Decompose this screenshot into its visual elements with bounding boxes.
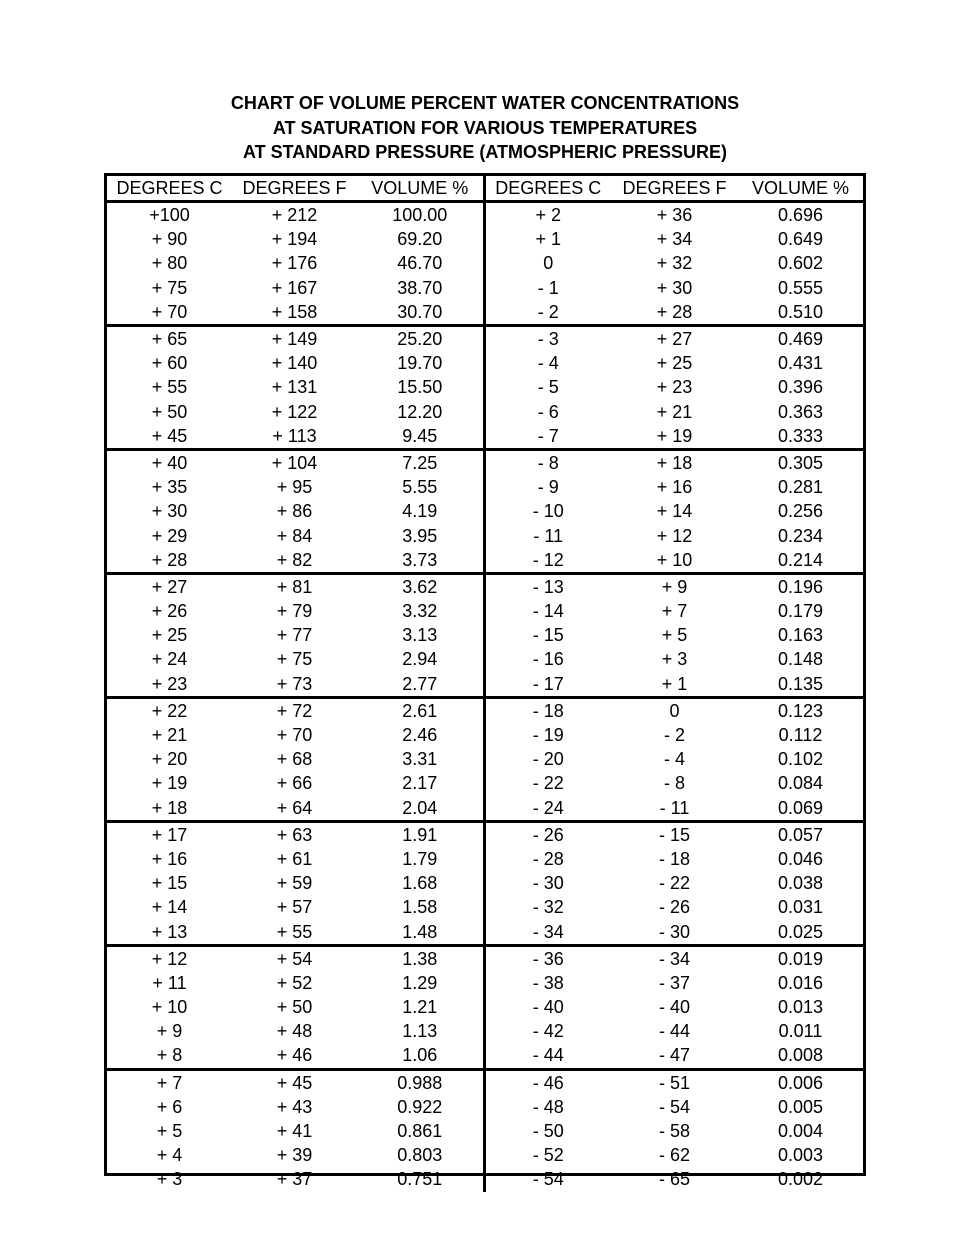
cell-degrees-f-right: + 12: [656, 525, 693, 546]
cell-volume-pct-left: 4.19: [357, 499, 484, 523]
cell-degrees-c-right: - 14: [532, 601, 564, 622]
cell-degrees-c-left: + 65: [151, 329, 188, 350]
cell-volume-pct-right: 0.008: [738, 1043, 863, 1069]
cell-volume-pct-left: 2.61: [357, 697, 484, 723]
chart-title: [0, 91, 954, 165]
table-row: [107, 796, 863, 822]
header-degrees-f-left: DEGREES F: [232, 176, 357, 202]
cell-degrees-c-left: + 9: [156, 1021, 183, 1042]
cell-degrees-c-left: + 21: [151, 725, 188, 746]
cell-degrees-f-right: + 3: [661, 649, 688, 670]
cell-volume-pct-right: 0.005: [777, 1096, 824, 1117]
cell-volume-pct-left: 1.58: [357, 895, 484, 919]
header-degrees-c-left: DEGREES C: [107, 176, 232, 202]
cell-degrees-c-left: + 80: [151, 253, 188, 274]
cell-degrees-f-right: + 27: [656, 329, 693, 350]
header-volume-pct-right: VOLUME %: [738, 176, 863, 202]
cell-volume-pct-right: 0.179: [777, 601, 824, 622]
table-row: [107, 375, 863, 399]
table-row: [107, 548, 863, 574]
cell-degrees-c-left: + 40: [151, 452, 188, 473]
cell-degrees-f-right: - 30: [611, 919, 738, 945]
cell-degrees-c-left: + 4: [156, 1145, 183, 1166]
cell-degrees-c-left: + 18: [107, 796, 232, 822]
table-row: [107, 475, 863, 499]
cell-degrees-f-right: - 2: [663, 725, 685, 746]
cell-degrees-c-left: + 29: [151, 525, 188, 546]
cell-degrees-f-left: + 52: [276, 972, 313, 993]
cell-volume-pct-right: 0.057: [777, 824, 824, 845]
cell-degrees-c-left: + 5: [156, 1121, 183, 1142]
cell-degrees-f-left: + 77: [276, 625, 313, 646]
cell-degrees-f-left: + 66: [276, 773, 313, 794]
cell-degrees-c-left: + 20: [151, 749, 188, 770]
cell-degrees-f-right: + 16: [656, 477, 693, 498]
cell-degrees-f-right: - 15: [658, 824, 691, 845]
cell-volume-pct-left: 1.91: [357, 821, 484, 847]
cell-degrees-f-right: + 25: [656, 353, 693, 374]
cell-degrees-f-left: + 86: [276, 501, 313, 522]
cell-degrees-c-left: + 22: [151, 700, 188, 721]
cell-degrees-c-left: + 15: [151, 873, 188, 894]
cell-degrees-f-left: + 212: [271, 205, 318, 226]
cell-degrees-c-left: + 8: [107, 1043, 232, 1069]
table-row: [107, 449, 863, 475]
cell-degrees-f-left: + 84: [276, 525, 313, 546]
cell-volume-pct-left: 0.751: [357, 1167, 484, 1191]
cell-volume-pct-right: 0.214: [738, 548, 863, 574]
cell-degrees-c-left: + 75: [151, 277, 188, 298]
cell-degrees-f-right: + 19: [611, 424, 738, 450]
cell-volume-pct-right: 0.019: [777, 948, 824, 969]
table-row: [107, 697, 863, 723]
cell-degrees-c-right: - 11: [533, 525, 564, 546]
cell-volume-pct-right: 0.003: [777, 1145, 824, 1166]
cell-volume-pct-left: 2.77: [357, 672, 484, 698]
cell-degrees-c-right: - 54: [532, 1169, 564, 1190]
cell-degrees-f-left: + 54: [276, 948, 313, 969]
cell-volume-pct-right: 0.102: [777, 749, 824, 770]
table-row: [107, 821, 863, 847]
table-row: [107, 325, 863, 351]
table-row: [107, 623, 863, 647]
cell-degrees-c-left: + 25: [151, 625, 188, 646]
cell-volume-pct-right: 0.163: [777, 625, 824, 646]
cell-volume-pct-right: 0.046: [777, 848, 824, 869]
cell-degrees-c-left: + 16: [151, 848, 188, 869]
cell-degrees-f-left: + 176: [271, 253, 318, 274]
cell-degrees-c-right: - 5: [537, 377, 559, 398]
title-line-2: AT SATURATION FOR VARIOUS TEMPERATURES: [272, 117, 698, 138]
cell-degrees-c-left: + 28: [107, 548, 232, 574]
cell-degrees-c-right: - 20: [532, 749, 564, 770]
cell-degrees-f-right: + 34: [656, 229, 693, 250]
cell-degrees-f-left: + 113: [232, 424, 357, 450]
cell-degrees-f-left: + 194: [271, 229, 318, 250]
cell-degrees-f-left: + 68: [276, 749, 313, 770]
cell-degrees-f-left: + 61: [276, 848, 313, 869]
cell-volume-pct-right: 0.135: [738, 672, 863, 698]
table-row: [107, 1019, 863, 1043]
cell-degrees-f-left: + 48: [276, 1021, 313, 1042]
cell-volume-pct-right: 0.649: [777, 229, 824, 250]
cell-degrees-c-right: - 19: [532, 725, 564, 746]
table-row: [107, 647, 863, 671]
cell-degrees-f-left: + 41: [276, 1121, 313, 1142]
cell-degrees-c-left: + 12: [151, 948, 188, 969]
cell-degrees-c-right: - 22: [532, 773, 564, 794]
cell-degrees-c-left: + 6: [156, 1096, 183, 1117]
cell-volume-pct-right: 0.013: [777, 997, 824, 1018]
cell-volume-pct-right: 0.256: [777, 501, 824, 522]
cell-degrees-c-right: - 17: [484, 672, 611, 698]
cell-degrees-f-left: + 45: [276, 1072, 313, 1093]
table-row: [107, 523, 863, 547]
table-header-row: [107, 176, 863, 202]
table-row: [107, 251, 863, 275]
cell-degrees-c-right: - 8: [537, 452, 559, 473]
cell-volume-pct-right: 0.696: [777, 205, 824, 226]
cell-degrees-c-right: - 46: [532, 1072, 564, 1093]
cell-degrees-c-left: + 11: [152, 972, 187, 993]
cell-volume-pct-left: 1.21: [357, 995, 484, 1019]
cell-degrees-f-left: + 81: [276, 576, 313, 597]
cell-degrees-c-right: - 32: [532, 897, 564, 918]
saturation-table-frame: [104, 173, 866, 1190]
cell-degrees-f-right: + 9: [661, 576, 688, 597]
cell-degrees-c-left: + 14: [151, 897, 188, 918]
cell-degrees-c-left: + 26: [151, 601, 188, 622]
table-row: [107, 424, 863, 450]
cell-degrees-c-right: - 2: [484, 300, 611, 326]
cell-degrees-f-right: - 8: [663, 773, 685, 794]
cell-degrees-c-right: - 42: [532, 1021, 564, 1042]
cell-degrees-f-right: + 5: [661, 625, 688, 646]
cell-degrees-f-left: + 79: [276, 601, 313, 622]
table-row: [107, 672, 863, 698]
cell-volume-pct-left: 1.68: [357, 871, 484, 895]
cell-degrees-c-right: - 34: [484, 919, 611, 945]
table-row: [107, 747, 863, 771]
cell-degrees-c-right: - 6: [537, 401, 559, 422]
cell-degrees-c-right: - 13: [532, 576, 564, 597]
cell-degrees-c-left: + 90: [151, 229, 188, 250]
cell-degrees-c-right: - 4: [537, 353, 559, 374]
cell-degrees-f-right: - 58: [658, 1121, 691, 1142]
table-row: [107, 300, 863, 326]
cell-degrees-f-right: + 36: [656, 205, 693, 226]
cell-volume-pct-left: 1.79: [357, 847, 484, 871]
table-row: [107, 995, 863, 1019]
cell-degrees-c-left: + 30: [151, 501, 188, 522]
saturation-table: [107, 176, 863, 1192]
cell-volume-pct-right: 0.025: [738, 919, 863, 945]
cell-degrees-f-right: + 30: [656, 277, 693, 298]
cell-degrees-c-right: - 36: [532, 948, 564, 969]
cell-degrees-c-right: - 10: [532, 501, 564, 522]
cell-volume-pct-left: 3.73: [357, 548, 484, 574]
cell-degrees-c-right: - 26: [532, 824, 564, 845]
title-line-1: CHART OF VOLUME PERCENT WATER CONCENTRATIONS: [230, 93, 740, 113]
cell-degrees-f-right: + 32: [656, 253, 693, 274]
cell-degrees-c-right: - 9: [537, 477, 559, 498]
cell-degrees-f-right: - 44: [658, 1021, 691, 1042]
cell-degrees-c-right: - 38: [532, 972, 564, 993]
cell-degrees-f-right: - 40: [658, 997, 691, 1018]
cell-volume-pct-right: 0.333: [738, 424, 863, 450]
cell-degrees-f-right: - 22: [658, 873, 691, 894]
cell-volume-pct-right: 0.555: [777, 277, 824, 298]
cell-degrees-f-right: - 11: [611, 796, 738, 822]
cell-volume-pct-left: 15.50: [357, 375, 484, 399]
cell-volume-pct-right: 0.234: [777, 525, 824, 546]
cell-degrees-c-right: - 50: [532, 1121, 564, 1142]
cell-degrees-f-left: + 43: [276, 1096, 313, 1117]
cell-volume-pct-left: 25.20: [357, 325, 484, 351]
cell-degrees-c-left: + 7: [156, 1072, 183, 1093]
cell-degrees-f-left: + 122: [271, 401, 318, 422]
cell-degrees-c-left: + 10: [151, 997, 188, 1018]
cell-volume-pct-left: 7.25: [357, 449, 484, 475]
cell-degrees-c-left: + 3: [156, 1169, 183, 1190]
cell-degrees-c-left: + 19: [151, 773, 188, 794]
cell-volume-pct-left: 1.38: [357, 945, 484, 971]
cell-degrees-f-left: + 75: [276, 649, 313, 670]
table-row: [107, 771, 863, 795]
cell-degrees-f-left: + 57: [276, 897, 313, 918]
cell-degrees-f-left: + 37: [276, 1169, 313, 1190]
cell-degrees-c-left: + 35: [151, 477, 188, 498]
cell-volume-pct-left: 30.70: [357, 300, 484, 326]
cell-degrees-c-left: +100: [149, 205, 190, 226]
cell-degrees-f-right: - 65: [658, 1169, 691, 1190]
cell-volume-pct-right: 0.602: [777, 253, 824, 274]
cell-degrees-f-left: + 70: [276, 725, 313, 746]
cell-degrees-f-right: - 47: [611, 1043, 738, 1069]
cell-degrees-c-right: - 1: [537, 277, 559, 298]
cell-volume-pct-left: 69.20: [357, 227, 484, 251]
table-row: [107, 847, 863, 871]
cell-degrees-f-right: - 37: [658, 972, 691, 993]
cell-degrees-c-right: - 52: [532, 1145, 564, 1166]
cell-volume-pct-left: 2.94: [357, 647, 484, 671]
cell-volume-pct-right: 0.069: [738, 796, 863, 822]
cell-degrees-c-right: 0: [543, 253, 554, 274]
cell-degrees-f-right: + 28: [611, 300, 738, 326]
cell-volume-pct-left: 3.32: [357, 599, 484, 623]
cell-degrees-c-right: - 24: [484, 796, 611, 822]
cell-volume-pct-right: 0.031: [777, 897, 824, 918]
cell-volume-pct-right: 0.363: [777, 401, 824, 422]
cell-degrees-c-right: - 48: [532, 1096, 564, 1117]
cell-volume-pct-left: 1.48: [357, 919, 484, 945]
cell-degrees-f-left: + 149: [271, 329, 318, 350]
table-row: [107, 573, 863, 599]
cell-degrees-c-left: + 13: [107, 919, 232, 945]
cell-volume-pct-left: 46.70: [357, 251, 484, 275]
cell-degrees-c-left: + 60: [151, 353, 188, 374]
cell-degrees-f-left: + 59: [276, 873, 313, 894]
cell-volume-pct-right: 0.084: [777, 773, 824, 794]
cell-volume-pct-left: 1.29: [357, 971, 484, 995]
cell-degrees-f-left: + 131: [271, 377, 318, 398]
cell-volume-pct-right: 0.123: [777, 700, 824, 721]
cell-degrees-f-right: + 10: [611, 548, 738, 574]
table-body: [107, 202, 863, 1192]
cell-volume-pct-left: 3.62: [357, 573, 484, 599]
table-row: [107, 919, 863, 945]
cell-volume-pct-left: 2.04: [357, 796, 484, 822]
cell-degrees-f-left: + 39: [276, 1145, 313, 1166]
cell-degrees-c-right: + 1: [535, 229, 562, 250]
cell-degrees-c-right: - 15: [532, 625, 564, 646]
cell-degrees-c-right: - 3: [537, 329, 559, 350]
table-row: [107, 599, 863, 623]
cell-volume-pct-left: 9.45: [357, 424, 484, 450]
table-row: [107, 276, 863, 300]
title-line-3: AT STANDARD PRESSURE (ATMOSPHERIC PRESSURE): [242, 142, 728, 162]
cell-volume-pct-right: 0.431: [777, 353, 824, 374]
cell-degrees-c-right: - 18: [532, 700, 564, 721]
header-volume-pct-left: VOLUME %: [357, 176, 484, 202]
cell-degrees-f-left: + 46: [232, 1043, 357, 1069]
cell-volume-pct-left: 2.17: [357, 771, 484, 795]
cell-volume-pct-right: 0.196: [777, 576, 824, 597]
cell-volume-pct-right: 0.305: [777, 452, 824, 473]
cell-degrees-f-left: + 95: [276, 477, 313, 498]
cell-degrees-c-left: + 24: [151, 649, 188, 670]
cell-degrees-c-right: - 30: [532, 873, 564, 894]
cell-degrees-c-right: - 7: [484, 424, 611, 450]
cell-degrees-f-left: + 158: [232, 300, 357, 326]
cell-volume-pct-right: 0.148: [777, 649, 824, 670]
cell-volume-pct-right: 0.004: [777, 1121, 824, 1142]
cell-degrees-c-right: + 2: [535, 205, 562, 226]
cell-degrees-f-right: - 26: [658, 897, 691, 918]
cell-degrees-f-right: - 51: [658, 1072, 691, 1093]
cell-volume-pct-left: 0.861: [357, 1119, 484, 1143]
table-row: [107, 971, 863, 995]
cell-degrees-c-left: + 55: [151, 377, 188, 398]
cell-volume-pct-left: 5.55: [357, 475, 484, 499]
cell-volume-pct-left: 0.803: [357, 1143, 484, 1167]
cell-degrees-f-right: - 62: [658, 1145, 691, 1166]
table-row: [107, 1143, 863, 1167]
cell-volume-pct-left: 2.46: [357, 723, 484, 747]
cell-degrees-c-left: + 50: [151, 401, 188, 422]
cell-volume-pct-left: 3.95: [357, 523, 484, 547]
cell-degrees-c-right: - 16: [532, 649, 564, 670]
table-row: [107, 723, 863, 747]
cell-volume-pct-left: 38.70: [357, 276, 484, 300]
table-row: [107, 351, 863, 375]
cell-volume-pct-left: 0.988: [357, 1069, 484, 1095]
cell-degrees-f-right: - 18: [658, 848, 691, 869]
cell-degrees-f-right: + 23: [656, 377, 693, 398]
cell-volume-pct-right: 0.281: [777, 477, 824, 498]
cell-degrees-c-left: + 45: [107, 424, 232, 450]
table-row: [107, 1043, 863, 1069]
table-row: [107, 1069, 863, 1095]
cell-degrees-f-left: + 140: [271, 353, 318, 374]
cell-degrees-f-right: - 54: [658, 1096, 691, 1117]
cell-volume-pct-left: 19.70: [357, 351, 484, 375]
cell-volume-pct-right: 0.510: [738, 300, 863, 326]
cell-degrees-c-right: - 44: [484, 1043, 611, 1069]
cell-degrees-f-right: + 21: [656, 401, 693, 422]
table-row: [107, 400, 863, 424]
cell-volume-pct-right: 0.396: [777, 377, 824, 398]
table-row: [107, 202, 863, 228]
cell-degrees-f-left: + 55: [232, 919, 357, 945]
table-row: [107, 1119, 863, 1143]
table-row: [107, 1095, 863, 1119]
cell-degrees-f-right: + 7: [661, 601, 688, 622]
cell-degrees-f-left: + 64: [232, 796, 357, 822]
cell-degrees-c-left: + 27: [151, 576, 188, 597]
cell-degrees-f-left: + 63: [276, 824, 313, 845]
table-row: [107, 945, 863, 971]
cell-volume-pct-left: 1.06: [357, 1043, 484, 1069]
cell-degrees-f-left: + 50: [276, 997, 313, 1018]
cell-degrees-c-left: + 70: [107, 300, 232, 326]
cell-degrees-f-left: + 104: [271, 452, 318, 473]
table-row: [107, 499, 863, 523]
table-row: [107, 227, 863, 251]
cell-degrees-c-left: + 23: [107, 672, 232, 698]
cell-volume-pct-left: 1.13: [357, 1019, 484, 1043]
cell-degrees-f-right: 0: [669, 700, 680, 721]
cell-degrees-c-left: + 17: [151, 824, 188, 845]
cell-volume-pct-right: 0.112: [778, 725, 823, 746]
cell-degrees-f-left: + 72: [276, 700, 313, 721]
cell-degrees-f-left: + 82: [232, 548, 357, 574]
cell-volume-pct-right: 0.011: [778, 1021, 823, 1042]
cell-degrees-c-right: - 40: [532, 997, 564, 1018]
header-degrees-c-right: DEGREES C: [484, 176, 611, 202]
table-row: [107, 871, 863, 895]
cell-volume-pct-right: 0.002: [777, 1169, 824, 1190]
cell-volume-pct-right: 0.469: [777, 329, 824, 350]
cell-degrees-f-right: + 1: [611, 672, 738, 698]
cell-volume-pct-right: 0.006: [777, 1072, 824, 1093]
table-row: [107, 895, 863, 919]
cell-degrees-f-right: - 4: [663, 749, 685, 770]
cell-degrees-f-right: + 14: [656, 501, 693, 522]
cell-volume-pct-left: 100.00: [357, 202, 484, 228]
cell-degrees-f-left: + 73: [232, 672, 357, 698]
cell-volume-pct-left: 0.922: [357, 1095, 484, 1119]
header-degrees-f-right: DEGREES F: [611, 176, 738, 202]
cell-volume-pct-right: 0.016: [777, 972, 824, 993]
cell-degrees-c-right: - 12: [484, 548, 611, 574]
cell-degrees-c-right: - 28: [532, 848, 564, 869]
cell-degrees-f-right: + 18: [656, 452, 693, 473]
cell-degrees-f-right: - 34: [658, 948, 691, 969]
table-row: [107, 1167, 863, 1191]
cell-volume-pct-left: 12.20: [357, 400, 484, 424]
cell-volume-pct-right: 0.038: [777, 873, 824, 894]
cell-volume-pct-left: 3.31: [357, 747, 484, 771]
cell-volume-pct-left: 3.13: [357, 623, 484, 647]
cell-degrees-f-left: + 167: [271, 277, 318, 298]
